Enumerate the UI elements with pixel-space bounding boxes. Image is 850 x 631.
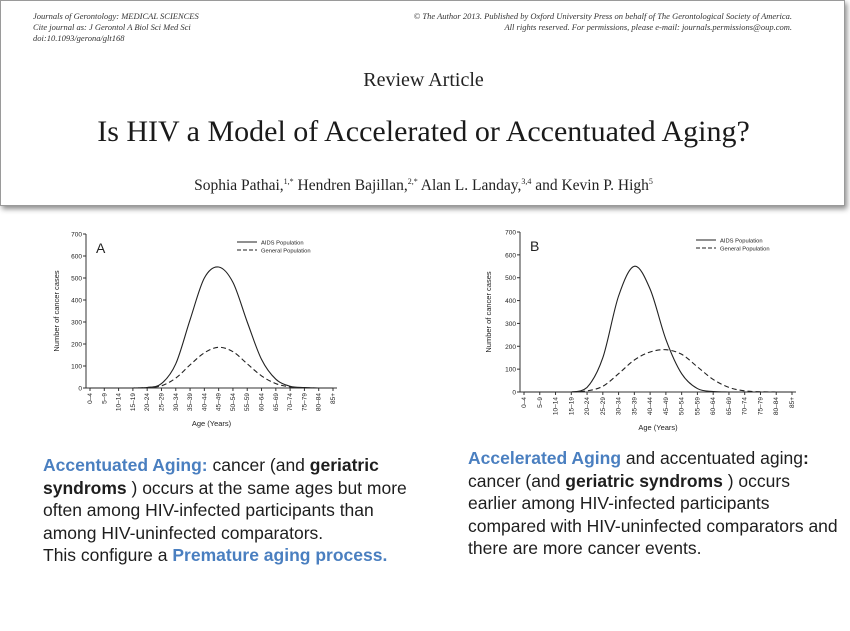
doi: doi:10.1093/gerona/glt168 (33, 33, 125, 43)
x-tick-label: 5–9 (536, 397, 544, 408)
chart-a (50, 228, 350, 428)
y-tick-label: 200 (71, 341, 82, 349)
x-tick-label: 0–4 (521, 397, 528, 408)
x-tick-label: 40–44 (201, 393, 209, 412)
x-tick-label: 85+ (330, 393, 337, 405)
chart-b (482, 226, 812, 436)
caption-text: cancer (and (207, 455, 310, 475)
caption-text: and accentuated aging (621, 448, 803, 468)
author-name: Alan L. Landay, (417, 177, 522, 195)
y-tick-label: 0 (78, 385, 82, 393)
journal-citation (33, 11, 199, 44)
copyright-line: © The Author 2013. Published by Oxford University Press on behalf of The Gerontological Society of America. (413, 11, 792, 21)
y-tick-label: 400 (505, 298, 516, 306)
x-tick-label: 80–84 (773, 397, 781, 416)
y-tick-label: 0 (512, 389, 516, 397)
x-tick-label: 70–74 (287, 393, 295, 412)
caption-colon: : (802, 448, 809, 468)
series-line-aids-population (90, 267, 333, 388)
y-tick-label: 500 (71, 275, 82, 283)
y-tick-label: 300 (71, 319, 82, 327)
x-tick-label: 10–14 (115, 393, 123, 412)
x-tick-label: 75–79 (301, 393, 309, 412)
y-tick-label: 200 (505, 343, 516, 351)
legend-label: AIDS Population (261, 240, 304, 247)
author-affiliation: 5 (648, 177, 653, 186)
article-title: Is HIV a Model of Accelerated or Accentuated Aging? (97, 115, 750, 148)
y-tick-label: 600 (505, 252, 516, 260)
caption-text: ) occurs earlier among HIV-infected participants compared with HIV-uninfected comparators and there are more cancer events. (468, 470, 838, 559)
y-axis-label: Number of cancer cases (484, 271, 493, 353)
x-tick-label: 30–34 (172, 393, 180, 412)
x-tick-label: 25–29 (599, 397, 607, 416)
author-affiliation: 1,* (283, 177, 294, 186)
term-premature-aging: Premature aging process. (172, 545, 388, 566)
permissions-line: All rights reserved. For permissions, please e-mail: journals.permissions@oup.com. (504, 22, 792, 32)
y-tick-label: 400 (71, 297, 82, 305)
x-tick-label: 10–14 (552, 397, 560, 416)
term-geriatric-syndroms: geriatric syndroms (565, 470, 723, 491)
x-tick-label: 30–34 (615, 397, 623, 416)
copyright-notice (414, 11, 792, 33)
author-affiliation: 2,* (407, 177, 418, 186)
y-tick-label: 700 (71, 231, 82, 239)
series-line-general-population (90, 347, 333, 388)
series-line-aids-population (524, 266, 792, 392)
x-tick-label: 55–59 (244, 393, 252, 412)
x-tick-label: 60–64 (710, 397, 718, 416)
x-tick-label: 5–9 (101, 393, 109, 404)
x-tick-label: 35–39 (187, 393, 195, 412)
y-tick-label: 600 (71, 253, 82, 261)
x-tick-label: 60–64 (258, 393, 266, 412)
y-tick-label: 300 (505, 320, 516, 328)
x-tick-label: 45–49 (662, 397, 670, 416)
x-tick-label: 20–24 (584, 397, 592, 416)
journal-name: Journals of Gerontology: MEDICAL SCIENCES (33, 11, 199, 21)
x-axis-label: Age (Years) (638, 423, 678, 432)
term-geriatric-syndroms: geriatric syndroms (43, 455, 379, 498)
x-tick-label: 35–39 (631, 397, 639, 416)
term-accelerated-aging: Accelerated Aging (468, 448, 622, 468)
x-tick-label: 40–44 (647, 397, 655, 416)
legend-label: General Population (261, 248, 311, 255)
x-tick-label: 15–19 (129, 393, 137, 412)
author-name: Hendren Bajillan, (293, 177, 408, 195)
panel-label: B (530, 238, 540, 254)
legend-label: General Population (720, 246, 770, 253)
x-tick-label: 65–69 (725, 397, 733, 416)
x-tick-label: 45–49 (215, 393, 223, 412)
x-tick-label: 75–79 (757, 397, 765, 416)
article-type: Review Article (363, 69, 484, 91)
x-tick-label: 70–74 (741, 397, 749, 416)
author-affiliation: 3,4 (521, 177, 532, 186)
caption-accentuated-aging (43, 454, 423, 567)
x-tick-label: 65–69 (272, 393, 280, 412)
x-tick-label: 55–59 (694, 397, 702, 416)
series-line-general-population (524, 350, 792, 392)
x-axis-label: Age (Years) (191, 419, 232, 428)
y-tick-label: 100 (71, 363, 82, 371)
legend-label: AIDS Population (720, 238, 763, 245)
term-accentuated-aging: Accentuated Aging: (43, 455, 208, 475)
author-list (1, 177, 846, 195)
x-tick-label: 50–54 (678, 397, 686, 416)
author-name: Sophia Pathai, (194, 177, 284, 195)
x-tick-label: 85+ (789, 397, 796, 409)
article-header (0, 0, 845, 206)
x-tick-label: 80–84 (315, 393, 323, 412)
x-tick-label: 50–54 (229, 393, 237, 412)
y-tick-label: 500 (505, 275, 516, 283)
y-tick-label: 100 (505, 366, 516, 374)
y-axis-label: Number of cancer cases (52, 270, 61, 352)
x-tick-label: 15–19 (568, 397, 576, 416)
x-tick-label: 25–29 (158, 393, 166, 412)
caption-accelerated-aging (468, 447, 840, 560)
author-name: and Kevin P. High (531, 177, 649, 195)
caption-text: cancer (and (468, 470, 566, 491)
caption-text: This configure a (43, 545, 173, 566)
x-tick-label: 20–24 (144, 393, 152, 412)
panel-label: A (96, 240, 106, 256)
cite-as: Cite journal as: J Gerontol A Biol Sci Med Sci (33, 22, 191, 32)
y-tick-label: 700 (505, 229, 516, 237)
x-tick-label: 0–4 (87, 393, 94, 404)
caption-text: ) occurs at the same ages but more often among HIV-infected participants than among HIV-uninfected comparators. (43, 477, 407, 543)
